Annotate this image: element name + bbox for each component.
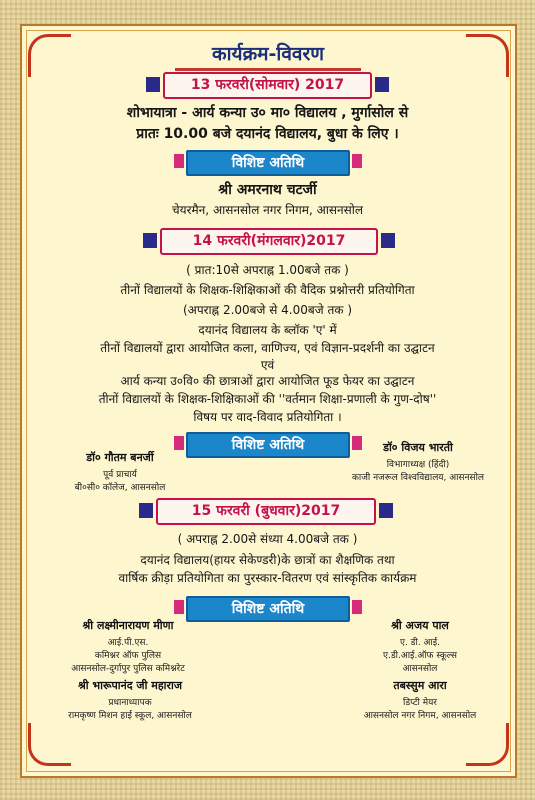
date-banner-day1	[163, 72, 372, 99]
corner-ornament	[28, 34, 71, 77]
guest-desc: ए. डी. आई.	[399, 638, 441, 648]
guest-bottom-left	[30, 678, 230, 721]
guest-heading-day1	[186, 150, 350, 176]
guest-desc: आसनसोल	[402, 664, 438, 674]
guest-desc: आसनसोल-दुर्गापुर पुलिस कमिश्नरेट	[71, 664, 185, 674]
guest-heading-label: विशिष्ट अतिथि	[231, 437, 305, 453]
guest-top-left	[28, 618, 228, 674]
day2-time2: (अपराह्न 2.00बजे से 4.00बजे तक )	[182, 303, 353, 317]
guest-desc: आई.पी.एस.	[107, 638, 149, 648]
guest-left	[40, 450, 200, 493]
day2-line4: एवं	[260, 358, 275, 372]
guest-desc: आसनसोल नगर निगम, आसनसोल	[363, 711, 477, 721]
corner-ornament	[466, 34, 509, 77]
date-banner-day3	[156, 498, 376, 525]
guest-heading-label: विशिष्ट अतिथि	[231, 155, 305, 171]
date-banner-day2	[160, 228, 378, 255]
guest-desc: ए.डी.आई.ऑफ स्कूल्स	[383, 651, 457, 661]
guest-desc: डिप्टी मेयर	[403, 698, 437, 708]
guest-desc: बी०सी० कॉलेज, आसनसोल	[74, 483, 166, 493]
guest-right	[338, 440, 498, 483]
day2-line1: तीनों विद्यालयों के शिक्षक-शिक्षिकाओं की वैदिक प्रश्नोत्तरी प्रतियोगिता	[120, 283, 415, 297]
day1-line2: प्रातः 10.00 बजे दयानंद विद्यालय, बुधा के लिए ।	[136, 126, 399, 142]
day2-line2: दयानंद विद्यालय के ब्लॉक 'ए' में	[198, 323, 337, 337]
day3-time1: ( अपराह्न 2.00से संध्या 4.00बजे तक )	[177, 532, 358, 546]
guest-name: श्री अजय पाल	[391, 619, 449, 632]
guest-desc: विभागाध्यक्ष (हिंदी)	[386, 460, 450, 470]
day1-line1: शोभायात्रा - आर्य कन्या उ० मा० विद्यालय , मुर्गासोल से	[126, 105, 409, 121]
date-label: 14 फरवरी(मंगलवार)2017	[192, 233, 346, 249]
day2-line5: आर्य कन्या उ०वि० की छात्राओं द्वारा आयोजित फूड फेयर का उद्घाटन	[120, 374, 415, 388]
day3-line2: वार्षिक क्रीड़ा प्रतियोगिता का पुरस्कार-वितरण एवं सांस्कृतिक कार्यक्रम	[118, 571, 417, 585]
guest-desc: प्रधानाध्यापक	[108, 698, 152, 708]
date-label: 15 फरवरी (बुधवार)2017	[191, 503, 341, 519]
guest-heading-day2	[186, 432, 350, 458]
guest-name: श्री भारूपानंद जी महाराज	[77, 679, 183, 692]
guest-desc: काजी नजरूल विश्वविद्यालय, आसनसोल	[351, 473, 485, 483]
guest-desc: रामकृष्ण मिशन हाई स्कूल, आसनसोल	[68, 711, 192, 721]
day2-time1: ( प्रात:10से अपराह्न 1.00बजे तक )	[186, 263, 349, 277]
guest-heading-label: विशिष्ट अतिथि	[231, 601, 305, 617]
day2-line6: तीनों विद्यालयों के शिक्षक-शिक्षिकाओं की ''वर्तमान शिक्षा-प्रणाली के गुण-दोष''	[98, 392, 437, 406]
corner-ornament	[28, 723, 71, 766]
day2-line7: विषय पर वाद-विवाद प्रतियोगिता ।	[193, 410, 342, 424]
day2-line3: तीनों विद्यालयों द्वारा आयोजित कला, वाणिज्य, एवं विज्ञान-प्रदर्शनी का उद्घाटन	[100, 341, 435, 355]
corner-ornament	[466, 723, 509, 766]
date-label: 13 फरवरी(सोमवार) 2017	[190, 77, 345, 93]
guest-top-right	[345, 618, 495, 674]
guest-desc: कमिश्नर ऑफ पुलिस	[94, 651, 162, 661]
page-title: कार्यक्रम-विवरण	[175, 40, 361, 71]
guest-name: श्री लक्ष्मीनारायण मीणा	[82, 619, 174, 632]
guest-name: श्री अमरनाथ चटर्जी	[218, 182, 317, 198]
guest-bottom-right	[340, 678, 500, 721]
guest-name: डॉ० विजय भारती	[383, 441, 453, 454]
guest-desc: पूर्व प्राचार्य	[103, 470, 137, 480]
guest-name: डॉ० गौतम बनर्जी	[86, 451, 154, 464]
guest-name: तबस्सुम आरा	[393, 679, 447, 692]
day3-line1: दयानंद विद्यालय(हायर सेकेण्डरी)के छात्रों का शैक्षणिक तथा	[140, 553, 395, 567]
guest-desc: चेयरमैन, आसनसोल नगर निगम, आसनसोल	[171, 203, 364, 217]
